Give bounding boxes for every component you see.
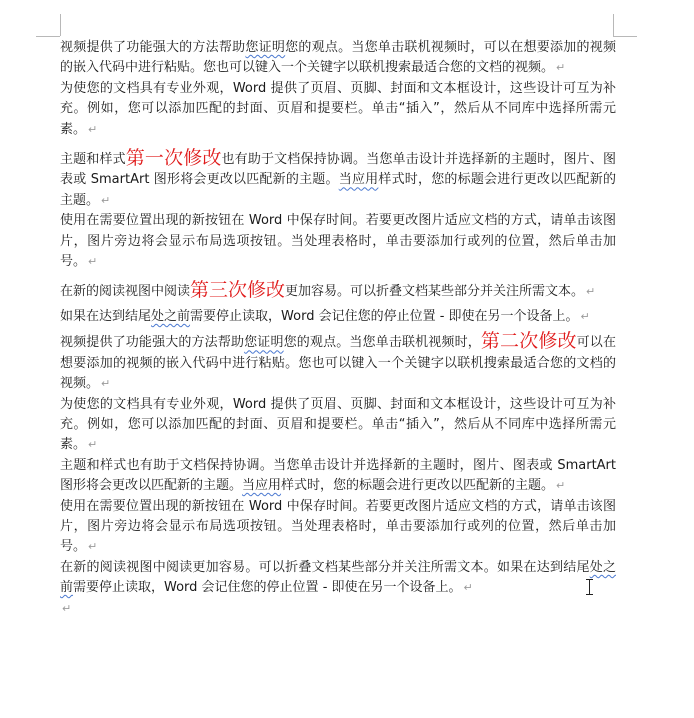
crop-mark-top-left-vertical <box>60 14 61 36</box>
paragraph-mark-icon: ↵ <box>580 309 590 323</box>
paragraph-text: 为使您的文档具有专业外观，Word 提供了页眉、页脚、封面和文本框设计，这些设计可互为补充。例如，您可以添加匹配的封面、页眉和提要栏。单击“插入”，然后从不同库中选择所需元素。 <box>60 80 616 137</box>
paragraph-text: 您的观点。当您单击联机视频时，可以在想要添加的视频的嵌入代码中进行粘贴。您也可以键入一个关键字以联机搜索最适合您的文档的视频。 <box>60 40 616 76</box>
paragraph-text: 在新的阅读视图中阅读更加容易。可以折叠文档某些部分并关注所需文本。如果在达到结尾 <box>60 559 590 575</box>
grammar-flagged-text: 您证明 <box>245 40 286 55</box>
grammar-flagged-text: 当应用 <box>242 478 282 494</box>
paragraph-mark-icon: ↵ <box>88 438 98 452</box>
paragraph-text: 也有助于文档保持协调。当您单击设计并选择新的主题时，图片、图表或 SmartArt 图形将会更改以匹配新的主题。 <box>60 152 616 188</box>
paragraph-text: 主题和样式 <box>60 152 126 168</box>
paragraph-text: 视频提供了功能强大的方法帮助 <box>60 40 246 55</box>
paragraph-text: 在新的阅读视图中阅读 <box>60 284 191 300</box>
paragraph-p7[interactable] <box>60 331 616 394</box>
paragraph-text: 主题和样式也有助于文档保持协调。当您单击设计并选择新的主题时，图片、图表或 SmartArt 图形将会更改以匹配新的主题。 <box>60 457 616 494</box>
paragraph-mark-icon: ↵ <box>463 581 473 595</box>
crop-mark-top-right-vertical <box>613 14 614 36</box>
paragraph-mark-icon: ↵ <box>88 122 98 136</box>
paragraph-p5[interactable] <box>60 280 616 302</box>
paragraph-p8[interactable] <box>60 395 616 456</box>
revision-highlight: 第二次修改 <box>480 330 577 353</box>
paragraph-mark-icon: ↵ <box>62 601 72 615</box>
revision-highlight: 第三次修改 <box>190 279 286 302</box>
paragraph-mark-icon: ↵ <box>101 193 111 207</box>
paragraph-p3[interactable] <box>60 148 616 211</box>
paragraph-p1[interactable] <box>60 38 616 79</box>
crop-mark-top-right-horizontal <box>613 36 637 37</box>
paragraph-p6[interactable] <box>60 307 616 327</box>
grammar-flagged-text: 处之前 <box>151 308 191 324</box>
paragraph-text: 为使您的文档具有专业外观，Word 提供了页眉、页脚、封面和文本框设计，这些设计可互为补充。例如，您可以添加匹配的封面、页眉和提要栏。单击“插入”，然后从不同库中选择所需元素。 <box>60 396 616 453</box>
grammar-flagged-text: 处之前 <box>60 559 616 596</box>
crop-mark-top-left-horizontal <box>36 36 60 37</box>
paragraph-mark-icon: ↵ <box>101 377 111 391</box>
revision-highlight: 第一次修改 <box>125 147 222 170</box>
text-cursor-icon <box>589 579 590 595</box>
paragraph-text: 可以在想要添加的视频的嵌入代码中进行粘贴。您也可以键入一个关键字以联机搜索最适合您的文档的视频。 <box>60 335 616 392</box>
paragraph-text: 使用在需要位置出现的新按钮在 Word 中保存时间。若要更改图片适应文档的方式，请单击该图片，图片旁边将会显示布局选项按钮。当处理表格时，单击要添加行或列的位置，然后单击加号。 <box>60 213 616 270</box>
grammar-flagged-text: 您证明 <box>244 335 284 351</box>
paragraph-text: 需要停止读取，Word 会记住您的停止位置 - 即使在另一个设备上。 <box>190 308 579 324</box>
paragraph-text: 样式时，您的标题会进行更改以匹配新的主题。 <box>60 172 616 208</box>
paragraph-p12[interactable] <box>60 599 616 619</box>
paragraph-text: 使用在需要位置出现的新按钮在 Word 中保存时间。若要更改图片适应文档的方式，请单击该图片，图片旁边将会显示布局选项按钮。当处理表格时，单击要添加行或列的位置，然后单击加号。 <box>60 498 616 555</box>
paragraph-mark-icon: ↵ <box>88 255 98 269</box>
paragraph-p10[interactable] <box>60 497 616 558</box>
paragraph-p2[interactable] <box>60 79 616 140</box>
paragraph-mark-icon: ↵ <box>556 61 566 75</box>
paragraph-p4[interactable] <box>60 211 616 272</box>
paragraph-p9[interactable] <box>60 456 616 497</box>
paragraph-mark-icon: ↵ <box>556 479 566 493</box>
paragraph-text: 样式时，您的标题会进行更改以匹配新的主题。 <box>281 478 555 494</box>
paragraph-mark-icon: ↵ <box>586 285 596 299</box>
paragraph-text: 您的观点。当您单击联机视频时， <box>283 335 481 351</box>
paragraph-mark-icon: ↵ <box>88 540 98 554</box>
paragraph-text: 视频提供了功能强大的方法帮助 <box>60 335 245 351</box>
document-body[interactable] <box>60 38 616 619</box>
grammar-flagged-text: 当应用 <box>338 172 379 188</box>
paragraph-text: 如果在达到结尾 <box>60 308 152 324</box>
paragraph-text: 更加容易。可以折叠文档某些部分并关注所需文本。 <box>285 284 585 300</box>
paragraph-p11[interactable] <box>60 558 616 599</box>
paragraph-text: 需要停止读取，Word 会记住您的停止位置 - 即使在另一个设备上。 <box>73 580 462 596</box>
